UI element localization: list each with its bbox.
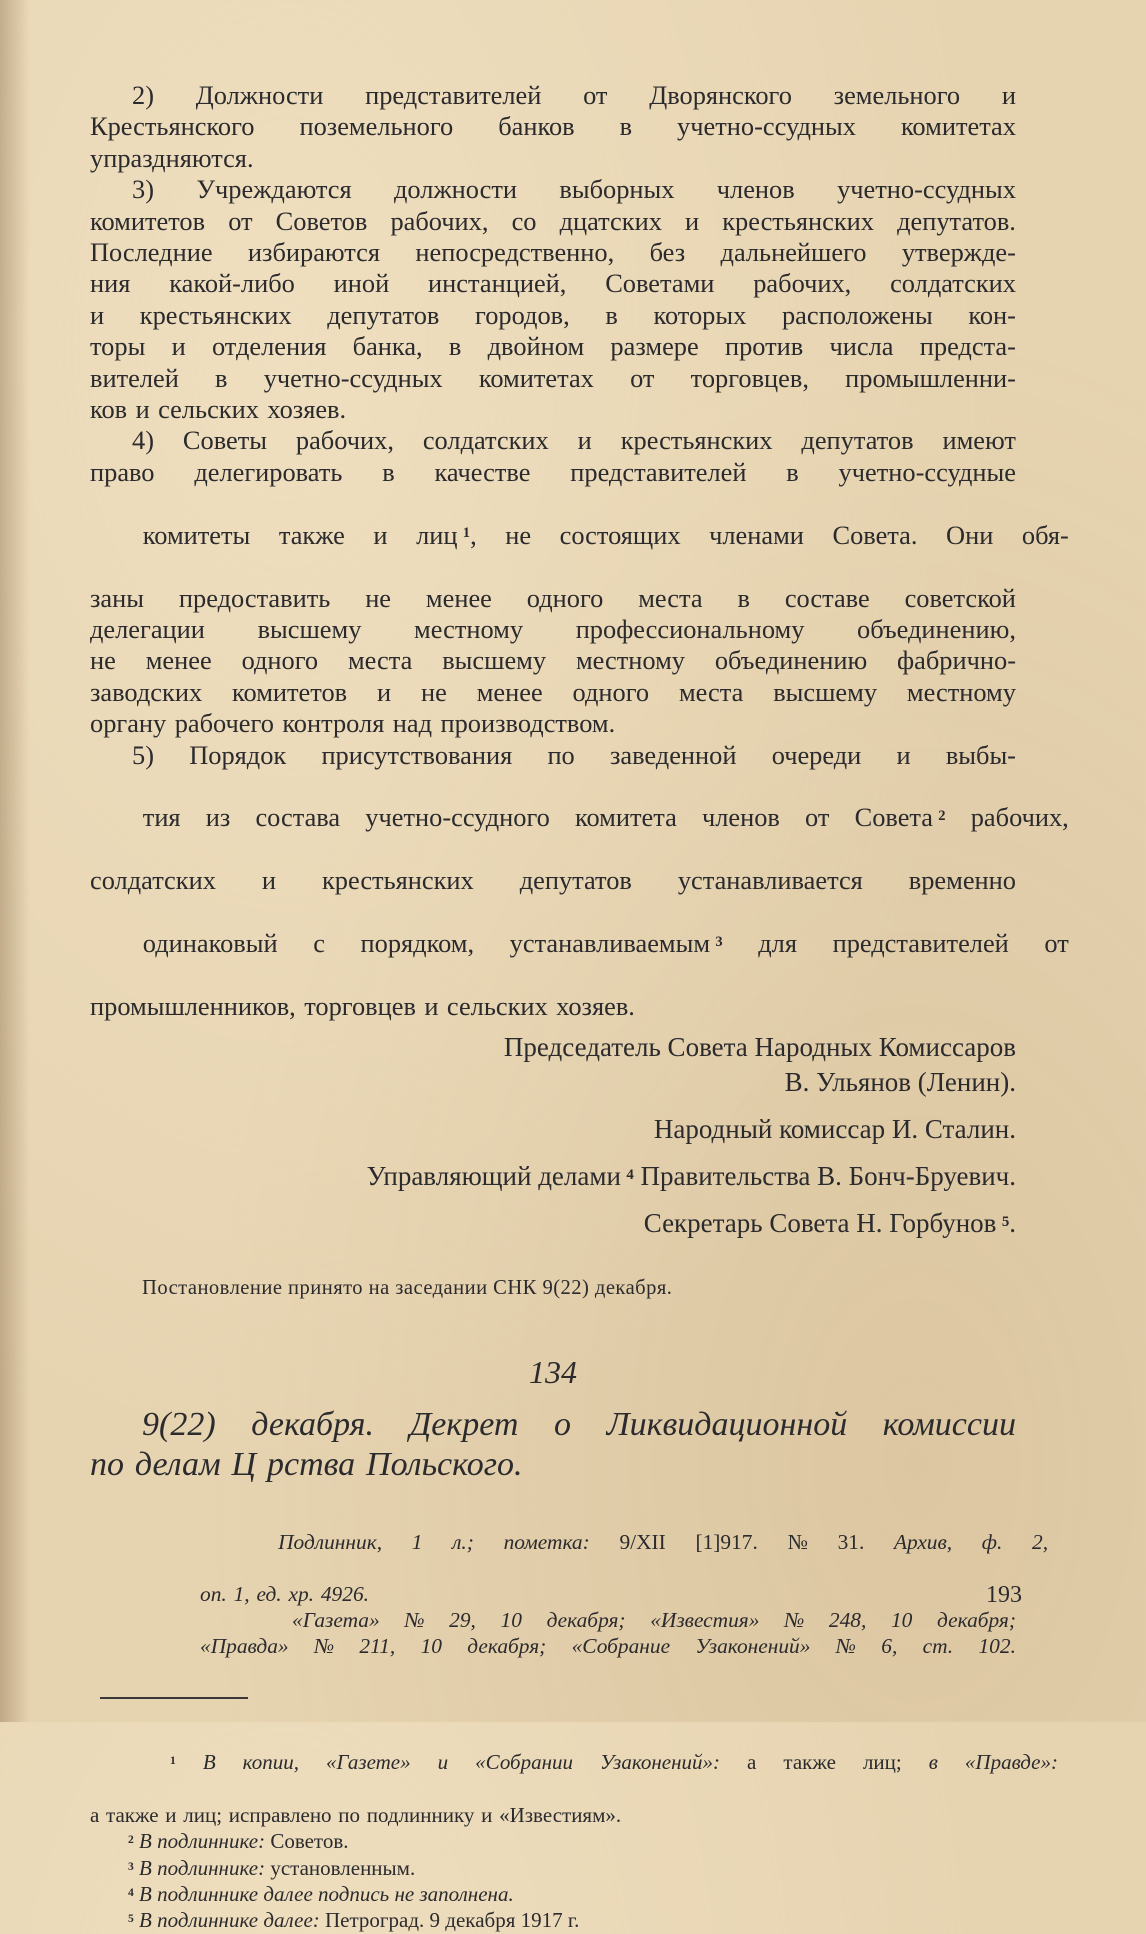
word: двойном xyxy=(487,331,585,362)
word: крестьянских xyxy=(722,205,874,236)
word: заны xyxy=(90,582,144,613)
text-line-inner xyxy=(170,1749,1058,1775)
word: числа xyxy=(829,331,894,362)
text-fragment: Секретарь Совета Н. Горбунов xyxy=(643,1208,997,1239)
word: Крестьянского xyxy=(90,111,255,142)
word: сельских xyxy=(158,394,259,425)
word: учетно-ссудные xyxy=(838,456,1016,487)
text-line xyxy=(90,865,1016,896)
text-line xyxy=(90,331,1016,362)
word: о xyxy=(553,1406,571,1444)
text-line xyxy=(90,991,1016,1022)
word: контроля xyxy=(282,708,385,739)
text-fragment: установленным. xyxy=(270,1855,416,1880)
word: 29, xyxy=(449,1608,476,1633)
word: Польского. xyxy=(366,1446,523,1484)
text-line xyxy=(90,206,1016,237)
document-title xyxy=(90,1405,1016,1485)
word: Декрет xyxy=(409,1406,519,1444)
word: «Известиям». xyxy=(499,1803,622,1828)
word: комиссии xyxy=(882,1406,1016,1444)
word: оп. xyxy=(200,1582,227,1607)
word: декабря; xyxy=(467,1634,547,1659)
word: местному xyxy=(575,645,685,676)
text-fragment: а также лиц; xyxy=(747,1750,902,1775)
word: не xyxy=(90,645,116,676)
word: рабочих, xyxy=(390,205,489,236)
word: Учреждаются xyxy=(196,174,352,205)
word: дцатских xyxy=(559,205,662,236)
word: и xyxy=(90,299,105,330)
footnote-1 xyxy=(90,1723,1058,1828)
word: в xyxy=(382,456,395,487)
word: предоставить xyxy=(178,582,331,613)
archive-line xyxy=(246,1503,1049,1581)
publications-line xyxy=(200,1633,1016,1659)
word: Последние xyxy=(90,237,213,268)
word: должности xyxy=(394,174,518,205)
word: и xyxy=(261,865,276,896)
word: учетно-ссудных xyxy=(677,111,856,142)
footnote-number: 1 xyxy=(170,1755,176,1768)
text-line xyxy=(90,708,1016,739)
word: места xyxy=(678,676,744,707)
word: утвержде- xyxy=(901,237,1016,268)
word: выбы- xyxy=(945,739,1016,770)
text-fragment: В подлиннике далее подпись не заполнена. xyxy=(139,1881,514,1906)
word: Должности xyxy=(195,80,324,110)
word: в xyxy=(448,331,462,362)
word: № xyxy=(835,1634,856,1659)
word: учетно-ссудных xyxy=(263,362,443,393)
word: земельного xyxy=(833,80,961,110)
word: над xyxy=(392,708,433,739)
word: очереди xyxy=(771,739,862,770)
text-fragment: В копии, «Газете» и «Собрании Узаконений»: xyxy=(202,1750,721,1775)
word: банка, xyxy=(352,331,423,362)
text-fragment: для представителей от xyxy=(758,927,1069,958)
word: от xyxy=(228,205,253,236)
word: промышленни- xyxy=(845,362,1016,393)
word: № xyxy=(313,1634,335,1659)
word: и xyxy=(171,331,186,362)
word: 10 xyxy=(500,1608,522,1633)
footnote-number: 4 xyxy=(128,1886,134,1899)
text-line xyxy=(90,645,1016,676)
word: солдатских xyxy=(890,268,1016,299)
word: «Газета» xyxy=(292,1608,380,1633)
footnote-mark-3: 3 xyxy=(715,933,723,950)
word: а xyxy=(90,1803,100,1828)
page-binding-shadow xyxy=(0,0,30,1722)
paragraph-4 xyxy=(90,425,1069,739)
word: представителей xyxy=(570,456,747,487)
word: места xyxy=(638,582,703,613)
footnote-number: 3 xyxy=(128,1860,134,1873)
word: производством. xyxy=(440,708,616,739)
word: фабрично- xyxy=(897,645,1016,676)
word: лиц; xyxy=(183,1803,223,1828)
footnotes xyxy=(90,1723,1058,1933)
word: имеют xyxy=(942,425,1016,456)
word: местному xyxy=(906,676,1016,707)
word: комитетов xyxy=(232,676,348,707)
word: рабочего xyxy=(174,708,274,739)
word: и xyxy=(424,990,439,1021)
word: которых xyxy=(653,299,747,330)
footnote-mark-1: 1 xyxy=(462,525,471,542)
archive-reference xyxy=(90,1503,1049,1659)
text-fragment: в «Правде»: xyxy=(928,1750,1058,1775)
word: исправлено xyxy=(228,1803,332,1828)
word: делегировать xyxy=(194,456,343,487)
word: избираются xyxy=(247,237,381,268)
text-line-inner xyxy=(143,802,1069,833)
word: объединению xyxy=(714,645,868,676)
text-fragment: 9/XII [1]917. № 31. xyxy=(619,1530,865,1555)
word: размере xyxy=(610,331,699,362)
text-line xyxy=(90,174,1016,205)
text-fragment: комитеты также и лиц xyxy=(142,519,458,550)
paragraph-2 xyxy=(90,80,1016,174)
publications-line xyxy=(246,1607,1016,1633)
decree-body xyxy=(90,80,1069,1022)
text-line xyxy=(90,237,1016,268)
word: городов, xyxy=(475,299,570,330)
word: учетно-ссудных xyxy=(837,174,1016,205)
word: высшему xyxy=(773,676,878,707)
footnote-4 xyxy=(90,1881,1016,1907)
text-fragment: рабочих, xyxy=(970,802,1069,833)
word: от xyxy=(583,80,608,110)
text-line xyxy=(90,394,1016,425)
word: качестве xyxy=(434,456,531,487)
word: заводских xyxy=(90,676,203,707)
word: со xyxy=(511,205,537,236)
text-line-inner xyxy=(143,520,1069,551)
word: составе xyxy=(784,582,870,613)
word: одного xyxy=(241,645,319,676)
text-line-with-footnote-mark xyxy=(90,897,1069,991)
word: Советы xyxy=(182,425,267,456)
text-line-with-footnote-mark xyxy=(90,771,1069,865)
word: 248, xyxy=(828,1608,867,1633)
word: 10 xyxy=(890,1608,913,1633)
word: советской xyxy=(904,582,1016,613)
word: 10 xyxy=(420,1634,442,1659)
word: рства xyxy=(266,1446,356,1484)
word: и xyxy=(135,394,150,425)
text-line xyxy=(90,111,1016,142)
word: дальнейшего xyxy=(720,237,867,268)
word: 211, xyxy=(359,1634,396,1659)
word: в xyxy=(786,456,799,487)
word: иной xyxy=(333,268,390,299)
text-line xyxy=(90,80,1016,111)
text-fragment: В подлиннике далее: xyxy=(139,1908,320,1933)
footnote-line xyxy=(90,1802,1016,1828)
word: против xyxy=(724,331,804,362)
word: в xyxy=(605,299,618,330)
footnote-2 xyxy=(90,1828,1016,1854)
footnote-5 xyxy=(90,1907,1016,1933)
word: «Собрание xyxy=(571,1634,671,1659)
word: депутатов xyxy=(801,425,914,456)
title-line xyxy=(90,1445,1016,1485)
word: временно xyxy=(908,865,1016,896)
word: в xyxy=(737,582,750,613)
secretary-signature xyxy=(90,1206,1016,1241)
word: комитетов xyxy=(90,205,206,236)
word: № xyxy=(784,1608,805,1633)
word: вителей xyxy=(90,362,179,393)
word: расположены xyxy=(781,299,933,330)
adoption-note: Постановление принято на заседании СНК 9(22) декабря. xyxy=(142,1277,673,1300)
paragraph-3 xyxy=(90,174,1016,425)
text-fragment: , не состоящих членами Совета. Они обя- xyxy=(470,519,1069,550)
word: ков xyxy=(90,394,128,425)
word: рабочих, xyxy=(295,425,394,456)
text-line xyxy=(90,425,1016,456)
word: 102. xyxy=(978,1634,1016,1659)
word: 2) xyxy=(132,80,154,110)
word: Узаконений» xyxy=(695,1634,811,1659)
word: высшему xyxy=(442,645,547,676)
text-fragment: одинаковый с порядком, устанавливаемым xyxy=(142,927,711,958)
word: Ц xyxy=(231,1446,257,1484)
word: декабря. xyxy=(251,1406,374,1444)
word: 4926. xyxy=(320,1582,369,1607)
word: комитетах xyxy=(900,111,1016,142)
footnote-mark-5: 5 xyxy=(1001,1213,1010,1230)
text-fragment: В подлиннике: xyxy=(139,1855,266,1880)
word: присутствования xyxy=(321,739,513,770)
word: солдатских xyxy=(422,425,549,456)
footnote-number: 5 xyxy=(128,1913,134,1926)
word: от xyxy=(630,362,655,393)
document-number: 134 xyxy=(529,1354,577,1391)
word: и xyxy=(896,739,911,770)
word: торговцев, xyxy=(690,362,809,393)
text-line-with-footnote-mark xyxy=(90,488,1069,582)
text-line xyxy=(90,268,1016,299)
text-line xyxy=(90,583,1016,614)
word: кон- xyxy=(968,299,1016,330)
text-line-inner xyxy=(278,1529,1048,1555)
title-line xyxy=(90,1405,1016,1445)
word: комитетах xyxy=(478,362,594,393)
word: объединению, xyxy=(857,613,1016,644)
word: местному xyxy=(414,613,524,644)
text-line xyxy=(90,300,1016,331)
word: поземельного xyxy=(299,111,454,142)
text-fragment: Подлинник, 1 л.; пометка: xyxy=(278,1530,590,1555)
paragraph-5 xyxy=(90,739,1069,1023)
word: и xyxy=(165,1803,177,1828)
word: крестьянских xyxy=(321,865,474,896)
word: депутатов. xyxy=(897,205,1016,236)
word: заведенной xyxy=(609,739,737,770)
text-line xyxy=(90,677,1016,708)
word: декабря; xyxy=(546,1608,626,1633)
word: по xyxy=(547,739,575,770)
text-fragment: Советов. xyxy=(270,1829,349,1854)
word: членов xyxy=(716,174,795,205)
word: подлиннику xyxy=(366,1803,475,1828)
word: представителей xyxy=(365,80,542,110)
word: Дворянского xyxy=(649,80,792,110)
word: и xyxy=(376,676,392,707)
word: сельских xyxy=(446,990,548,1021)
word: одного xyxy=(572,676,650,707)
archive-line xyxy=(200,1581,1016,1607)
word: «Известия» xyxy=(650,1608,760,1633)
word: депутатов xyxy=(519,865,632,896)
word: Ликвидационной xyxy=(606,1406,848,1444)
word: делегации xyxy=(90,613,205,644)
word: торы xyxy=(90,331,146,362)
word: ст. xyxy=(922,1634,954,1659)
word: в xyxy=(619,111,633,142)
word: по xyxy=(338,1803,361,1828)
word: ния xyxy=(90,268,131,299)
word: без xyxy=(649,237,686,268)
word: солдатских xyxy=(90,865,216,896)
text-line xyxy=(90,143,1016,174)
footnote-line xyxy=(90,1723,1058,1802)
word: инстанцией, xyxy=(428,268,567,299)
text-fragment: Правительства В. Бонч-Бруевич. xyxy=(640,1161,1016,1192)
manager-signature xyxy=(90,1159,1016,1194)
word: декабря; xyxy=(937,1608,1016,1633)
word: 1, xyxy=(233,1582,250,1607)
word: менее xyxy=(476,676,543,707)
word: торговцев xyxy=(304,990,416,1021)
text-line xyxy=(90,614,1016,645)
footnote-mark-4: 4 xyxy=(626,1166,634,1183)
word: какой-либо xyxy=(169,268,295,299)
text-line xyxy=(90,363,1016,394)
word: хр. xyxy=(288,1582,315,1607)
word: не xyxy=(420,676,447,707)
word: также xyxy=(106,1803,159,1828)
word: профессиональному xyxy=(575,613,805,644)
word: отделения xyxy=(211,331,327,362)
commissar-signature: Народный комиссар И. Сталин. xyxy=(653,1114,1016,1145)
word: № xyxy=(404,1608,425,1633)
text-line xyxy=(90,740,1016,771)
word: упраздняются. xyxy=(90,142,254,173)
word: депутатов xyxy=(327,299,440,330)
word: в xyxy=(215,362,228,393)
word: 3) xyxy=(132,174,154,205)
page-number: 193 xyxy=(986,1582,1022,1608)
word: Советами xyxy=(605,268,715,299)
word: Порядок xyxy=(189,739,287,770)
word: не xyxy=(365,582,392,613)
word: право xyxy=(90,456,155,487)
word: промышленников, xyxy=(90,990,296,1021)
word: по xyxy=(90,1446,124,1484)
text-fragment: Петроград. 9 декабря 1917 г. xyxy=(325,1908,580,1933)
word: хозяев. xyxy=(556,990,635,1021)
word: делам xyxy=(134,1446,221,1484)
page xyxy=(90,80,1069,1934)
word: и xyxy=(1001,80,1016,110)
word: устанавливается xyxy=(677,865,863,896)
word: 6, xyxy=(881,1634,898,1659)
word: 9(22) xyxy=(142,1406,216,1444)
footnote-separator xyxy=(100,1697,248,1699)
text-fragment: Архив, ф. 2, xyxy=(893,1530,1049,1555)
word: и xyxy=(684,205,700,236)
text-line-inner xyxy=(143,928,1069,959)
chairman-title: Председатель Совета Народных Комиссаров xyxy=(503,1032,1016,1063)
text-fragment: В подлиннике: xyxy=(139,1829,266,1854)
chairman-name: В. Ульянов (Ленин). xyxy=(784,1067,1016,1098)
word: 4) xyxy=(132,425,154,456)
word: и xyxy=(577,425,592,456)
word: выборных xyxy=(559,174,675,205)
word: 5) xyxy=(132,739,154,770)
footnote-number: 2 xyxy=(128,1834,134,1847)
word: органу xyxy=(90,708,167,739)
footnote-mark-2: 2 xyxy=(938,807,946,824)
word: и xyxy=(481,1803,493,1828)
word: банков xyxy=(498,111,575,142)
word: рабочих, xyxy=(753,268,852,299)
word: ед. xyxy=(256,1582,282,1607)
word: одного xyxy=(526,582,604,613)
word: предста- xyxy=(919,331,1016,362)
word: крестьянских xyxy=(620,425,773,456)
word: «Правда» xyxy=(200,1634,289,1659)
signature-block xyxy=(90,1030,1016,1241)
word: высшему xyxy=(257,613,362,644)
word: Советов xyxy=(275,205,368,236)
text-fragment: Управляющий делами xyxy=(366,1161,621,1192)
footnote-3 xyxy=(90,1855,1016,1881)
text-line xyxy=(90,457,1016,488)
word: менее xyxy=(145,645,212,676)
word: места xyxy=(347,645,413,676)
word: хозяев. xyxy=(267,394,347,425)
word: непосредственно, xyxy=(415,237,615,268)
word: менее xyxy=(425,582,492,613)
word: крестьянских xyxy=(139,299,292,330)
text-fragment: . xyxy=(1009,1208,1016,1239)
text-fragment: тия из состава учетно-ссудного комитета членов от Совета xyxy=(142,802,933,833)
